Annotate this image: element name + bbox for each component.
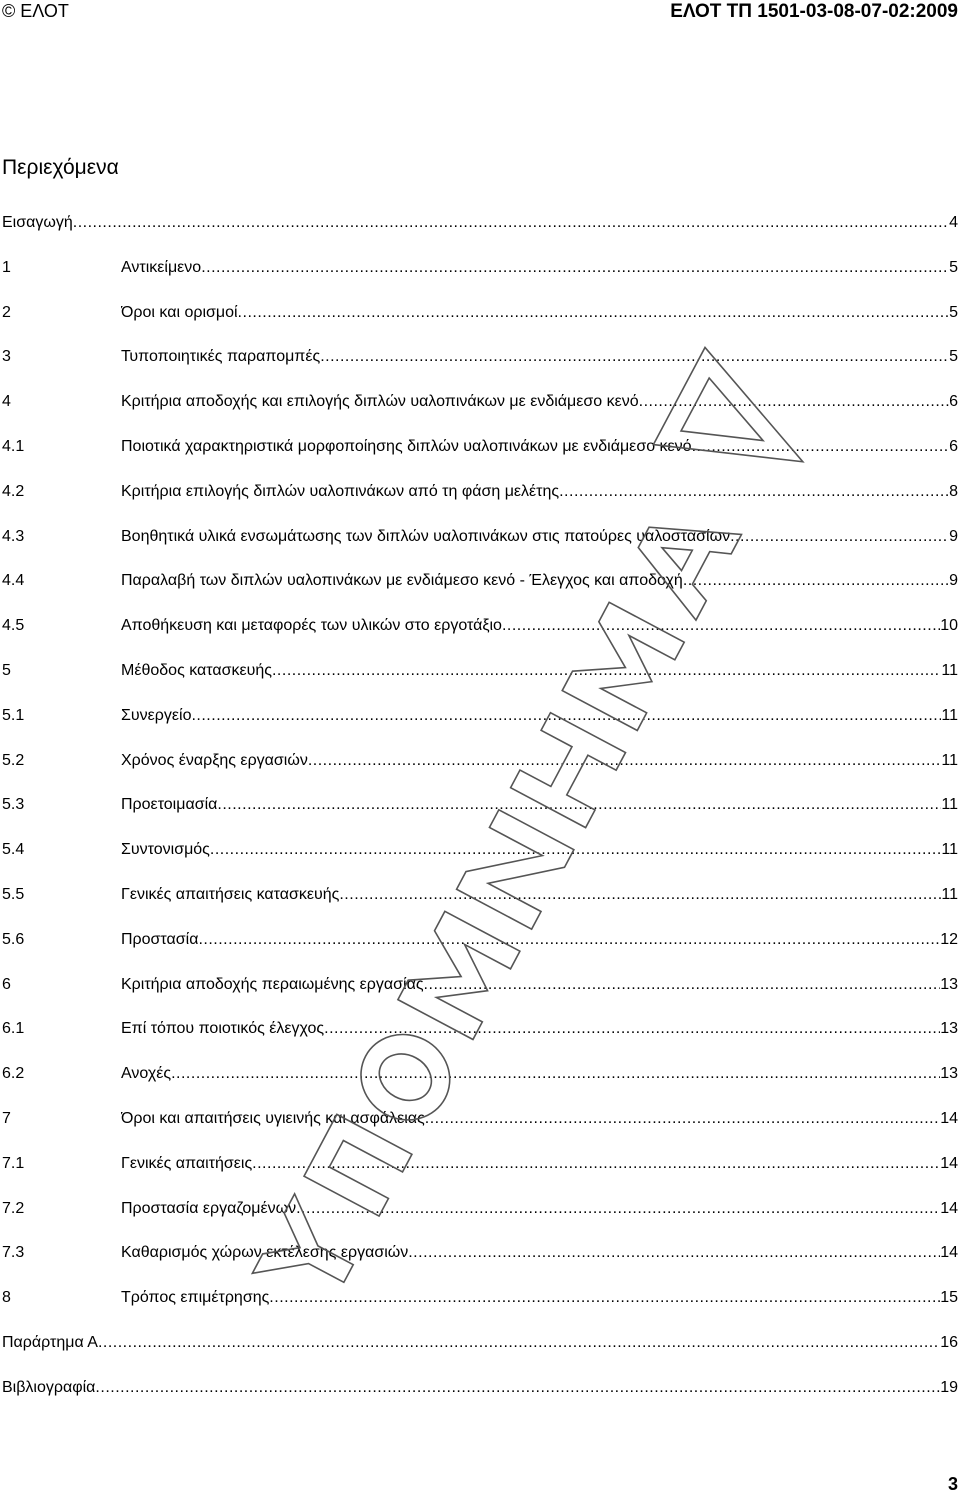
toc-entry-title: Κριτήρια αποδοχής και επιλογής διπλών υαλοπινάκων με ενδιάμεσο κενό <box>121 393 639 411</box>
toc-entry-page: 11 <box>941 661 958 679</box>
toc-entry-title: Ανοχές <box>121 1065 172 1083</box>
toc-entry[interactable] <box>0 483 960 528</box>
toc-entry-line <box>121 1020 958 1038</box>
toc-entry[interactable] <box>0 1200 960 1245</box>
toc-entry[interactable] <box>0 886 960 931</box>
toc-entry-number: 4.5 <box>2 617 25 635</box>
toc-entry-title: Γενικές απαιτήσεις κατασκευής <box>121 885 340 903</box>
toc-leader-dots <box>308 752 942 770</box>
toc-entry-page: 9 <box>949 572 958 590</box>
toc-entry-page: 11 <box>941 706 958 724</box>
toc-leader-dots <box>683 572 949 590</box>
toc-entry-page: 19 <box>940 1378 958 1396</box>
toc-entry-page: 13 <box>940 975 958 993</box>
toc-entry-title: Όροι και ορισμοί <box>121 303 238 321</box>
toc-entry[interactable] <box>0 931 960 976</box>
page-number: 3 <box>947 1474 958 1494</box>
toc-entry-title: Κριτήρια επιλογής διπλών υαλοπινάκων από τη φάση μελέτης <box>121 482 560 500</box>
toc-entry-number: 5.6 <box>2 930 25 948</box>
toc-entry-page: 12 <box>940 930 958 948</box>
toc-title: Περιεχόμενα <box>2 156 119 179</box>
toc-entry[interactable] <box>0 976 960 1021</box>
toc-entry-page: 5 <box>949 303 958 321</box>
toc-entry-page: 14 <box>940 1109 958 1127</box>
toc-entry-page: 10 <box>940 617 958 635</box>
toc-entry-line <box>121 707 958 725</box>
toc-entry-line <box>121 1155 958 1173</box>
toc-leader-dots <box>98 1334 940 1352</box>
toc-entry[interactable] <box>0 1110 960 1155</box>
toc-entry-number: 6.2 <box>2 1065 25 1083</box>
toc-entry-number: 4.3 <box>2 527 25 545</box>
toc-leader-dots <box>238 304 950 322</box>
toc-entry-line <box>121 617 958 635</box>
toc-entry-page: 11 <box>941 796 958 814</box>
toc-entry-page: 8 <box>949 482 958 500</box>
toc-entry-line <box>121 304 958 322</box>
toc-entry[interactable] <box>0 572 960 617</box>
toc-entry-title: Τρόπος επιμέτρησης <box>121 1289 270 1307</box>
toc-entry[interactable] <box>0 393 960 438</box>
toc-entry-title: Επί τόπου ποιοτικός έλεγχος <box>121 1020 325 1038</box>
toc-entry-title: Προετοιμασία <box>121 796 218 814</box>
toc-entry-number: 4.4 <box>2 572 25 590</box>
toc-entry-number: 5.3 <box>2 796 25 814</box>
toc-entry-title: Προστασία <box>121 930 199 948</box>
toc-entry-title: Βοηθητικά υλικά ενσωμάτωσης των διπλών υαλοπινάκων στις πατούρες υαλοστασίων <box>121 527 731 545</box>
toc-entry-number: 4.2 <box>2 482 25 500</box>
toc-entry-line <box>121 662 958 680</box>
toc-entry-number: 7.3 <box>2 1244 25 1262</box>
toc-leader-dots <box>502 617 940 635</box>
toc-entry-number: 5.5 <box>2 885 25 903</box>
toc-entry-number: 5.2 <box>2 751 25 769</box>
toc-entry-number: 4 <box>2 393 11 411</box>
toc-entry-title: Χρόνος έναρξης εργασιών <box>121 751 308 769</box>
toc-entry[interactable] <box>0 438 960 483</box>
toc-entry[interactable] <box>0 1334 960 1379</box>
toc-entry[interactable] <box>0 259 960 304</box>
toc-entry-page: 14 <box>940 1199 958 1217</box>
toc-entry-number: 2 <box>2 303 11 321</box>
toc-entry-page: 15 <box>940 1289 958 1307</box>
toc-entry-title: Εισαγωγή <box>2 214 73 231</box>
toc-entry[interactable] <box>0 1065 960 1110</box>
toc-entry-line <box>121 1110 958 1128</box>
toc-leader-dots <box>217 796 941 814</box>
toc-entry[interactable] <box>0 348 960 393</box>
toc-entry-line <box>121 528 958 546</box>
toc-entry-title: Προστασία εργαζομένων <box>121 1199 297 1217</box>
toc-leader-dots <box>269 1289 940 1307</box>
toc-leader-dots <box>408 1244 940 1262</box>
toc-entry-number: 5.4 <box>2 841 25 859</box>
toc-leader-dots <box>425 1110 940 1128</box>
toc-leader-dots <box>424 976 941 994</box>
toc-leader-dots <box>191 707 941 725</box>
toc-entry-line <box>121 886 958 904</box>
toc-leader-dots <box>171 1065 940 1083</box>
toc-entry-line <box>121 796 958 814</box>
standard-code: ΕΛΟΤ ΤΠ 1501-03-08-07-02:2009 <box>670 1 958 22</box>
toc-entry-page: 16 <box>940 1333 958 1351</box>
toc-entry-page: 6 <box>949 393 958 411</box>
toc-entry-line <box>121 1244 958 1262</box>
toc-entry-line <box>121 393 958 411</box>
toc-entry-page: 6 <box>949 437 958 455</box>
toc-entry[interactable] <box>0 707 960 752</box>
toc-leader-dots <box>73 214 949 232</box>
toc-entry[interactable] <box>0 1020 960 1065</box>
toc-entry-page: 11 <box>941 841 958 859</box>
toc-leader-dots <box>320 348 949 366</box>
toc-entry-number: 7.2 <box>2 1199 25 1217</box>
toc-entry-number: 6.1 <box>2 1020 25 1038</box>
toc-entry-title: Αντικείμενο <box>121 258 202 276</box>
toc-entry-title: Παράρτημα Α <box>2 1333 98 1351</box>
toc-entry-number: 5 <box>2 661 11 679</box>
toc-entry-title: Μέθοδος κατασκευής <box>121 661 272 679</box>
toc-entry[interactable] <box>0 662 960 707</box>
toc-entry-number: 3 <box>2 348 11 366</box>
toc-entry-number: 8 <box>2 1289 11 1307</box>
toc-entry-page: 11 <box>941 751 958 769</box>
toc-entry[interactable] <box>0 752 960 797</box>
toc-entry-title: Συντονισμός <box>121 841 210 859</box>
toc-entry-page: 9 <box>949 527 958 545</box>
toc-entry-title: Όροι και απαιτήσεις υγιεινής και ασφάλειας <box>121 1109 425 1127</box>
toc-entry-page: 11 <box>941 885 958 903</box>
toc-entry-number: 5.1 <box>2 706 25 724</box>
page-header <box>0 0 960 26</box>
toc-entry-title: Βιβλιογραφία <box>2 1378 96 1396</box>
toc-entry-page: 5 <box>949 258 958 276</box>
toc-entry-title: Καθαρισμός χώρων εκτέλεσης εργασιών <box>121 1244 409 1262</box>
toc-entry[interactable] <box>0 617 960 662</box>
toc-entry-number: 7.1 <box>2 1154 25 1172</box>
toc-leader-dots <box>210 841 942 859</box>
toc-entry[interactable] <box>0 304 960 349</box>
toc-entry-number: 7 <box>2 1109 11 1127</box>
toc-entry[interactable] <box>0 796 960 841</box>
toc-entry-page: 14 <box>940 1244 958 1262</box>
toc-leader-dots <box>95 1379 940 1397</box>
toc-leader-dots <box>559 483 949 501</box>
toc-entry-title: Κριτήρια αποδοχής περαιωμένης εργασίας <box>121 975 424 993</box>
toc-entry[interactable] <box>0 1379 960 1424</box>
toc-entry[interactable] <box>0 841 960 886</box>
toc-entry-line <box>121 1065 958 1083</box>
toc-entry-title: Παραλαβή των διπλών υαλοπινάκων με ενδιάμεσο κενό - Έλεγχος και αποδοχή <box>121 572 683 590</box>
toc-entry-number: 1 <box>2 258 11 276</box>
toc-entry-title: Ποιοτικά χαρακτηριστικά μορφοποίησης διπλών υαλοπινάκων με ενδιάμεσο κενό <box>121 437 692 455</box>
toc-entry-line <box>121 483 958 501</box>
toc-entry-line <box>121 841 958 859</box>
toc-entry-page: 4 <box>949 214 958 231</box>
toc-entry-line <box>2 1334 958 1352</box>
toc-leader-dots <box>639 393 949 411</box>
toc-leader-dots <box>324 1020 940 1038</box>
toc-entry[interactable] <box>0 528 960 573</box>
toc-leader-dots <box>692 438 950 456</box>
toc-entry-line <box>2 1379 958 1397</box>
toc-entry-line <box>2 214 958 232</box>
toc-entry-line <box>121 259 958 277</box>
copyright-label: © ΕΛΟΤ <box>2 1 69 21</box>
toc-entry-line <box>121 752 958 770</box>
toc-entry-number: 4.1 <box>2 437 25 455</box>
toc-entry[interactable] <box>0 1244 960 1289</box>
toc-entry-page: 5 <box>949 348 958 366</box>
toc-leader-dots <box>339 886 941 904</box>
toc-entry-title: Συνεργείο <box>121 706 192 724</box>
toc-entry-title: Τυποποιητικές παραπομπές <box>121 348 321 366</box>
toc-entry-page: 13 <box>940 1020 958 1038</box>
toc-leader-dots <box>201 259 949 277</box>
toc-leader-dots <box>272 662 941 680</box>
table-of-contents <box>0 214 960 1424</box>
toc-entry-page: 13 <box>940 1065 958 1083</box>
toc-leader-dots <box>252 1155 940 1173</box>
toc-entry-line <box>121 438 958 456</box>
toc-entry-line <box>121 931 958 949</box>
toc-entry-number: 6 <box>2 975 11 993</box>
toc-entry-page: 14 <box>940 1154 958 1172</box>
toc-entry-title: Αποθήκευση και μεταφορές των υλικών στο εργοτάξιο <box>121 617 502 635</box>
toc-entry-line <box>121 1200 958 1218</box>
toc-entry-line <box>121 572 958 590</box>
toc-entry[interactable] <box>0 214 960 259</box>
toc-entry-line <box>121 348 958 366</box>
toc-entry-line <box>121 1289 958 1307</box>
toc-entry-title: Γενικές απαιτήσεις <box>121 1154 253 1172</box>
toc-entry[interactable] <box>0 1289 960 1334</box>
toc-leader-dots <box>296 1200 940 1218</box>
toc-entry[interactable] <box>0 1155 960 1200</box>
toc-entry-line <box>121 976 958 994</box>
toc-leader-dots <box>730 528 949 546</box>
toc-leader-dots <box>198 931 940 949</box>
